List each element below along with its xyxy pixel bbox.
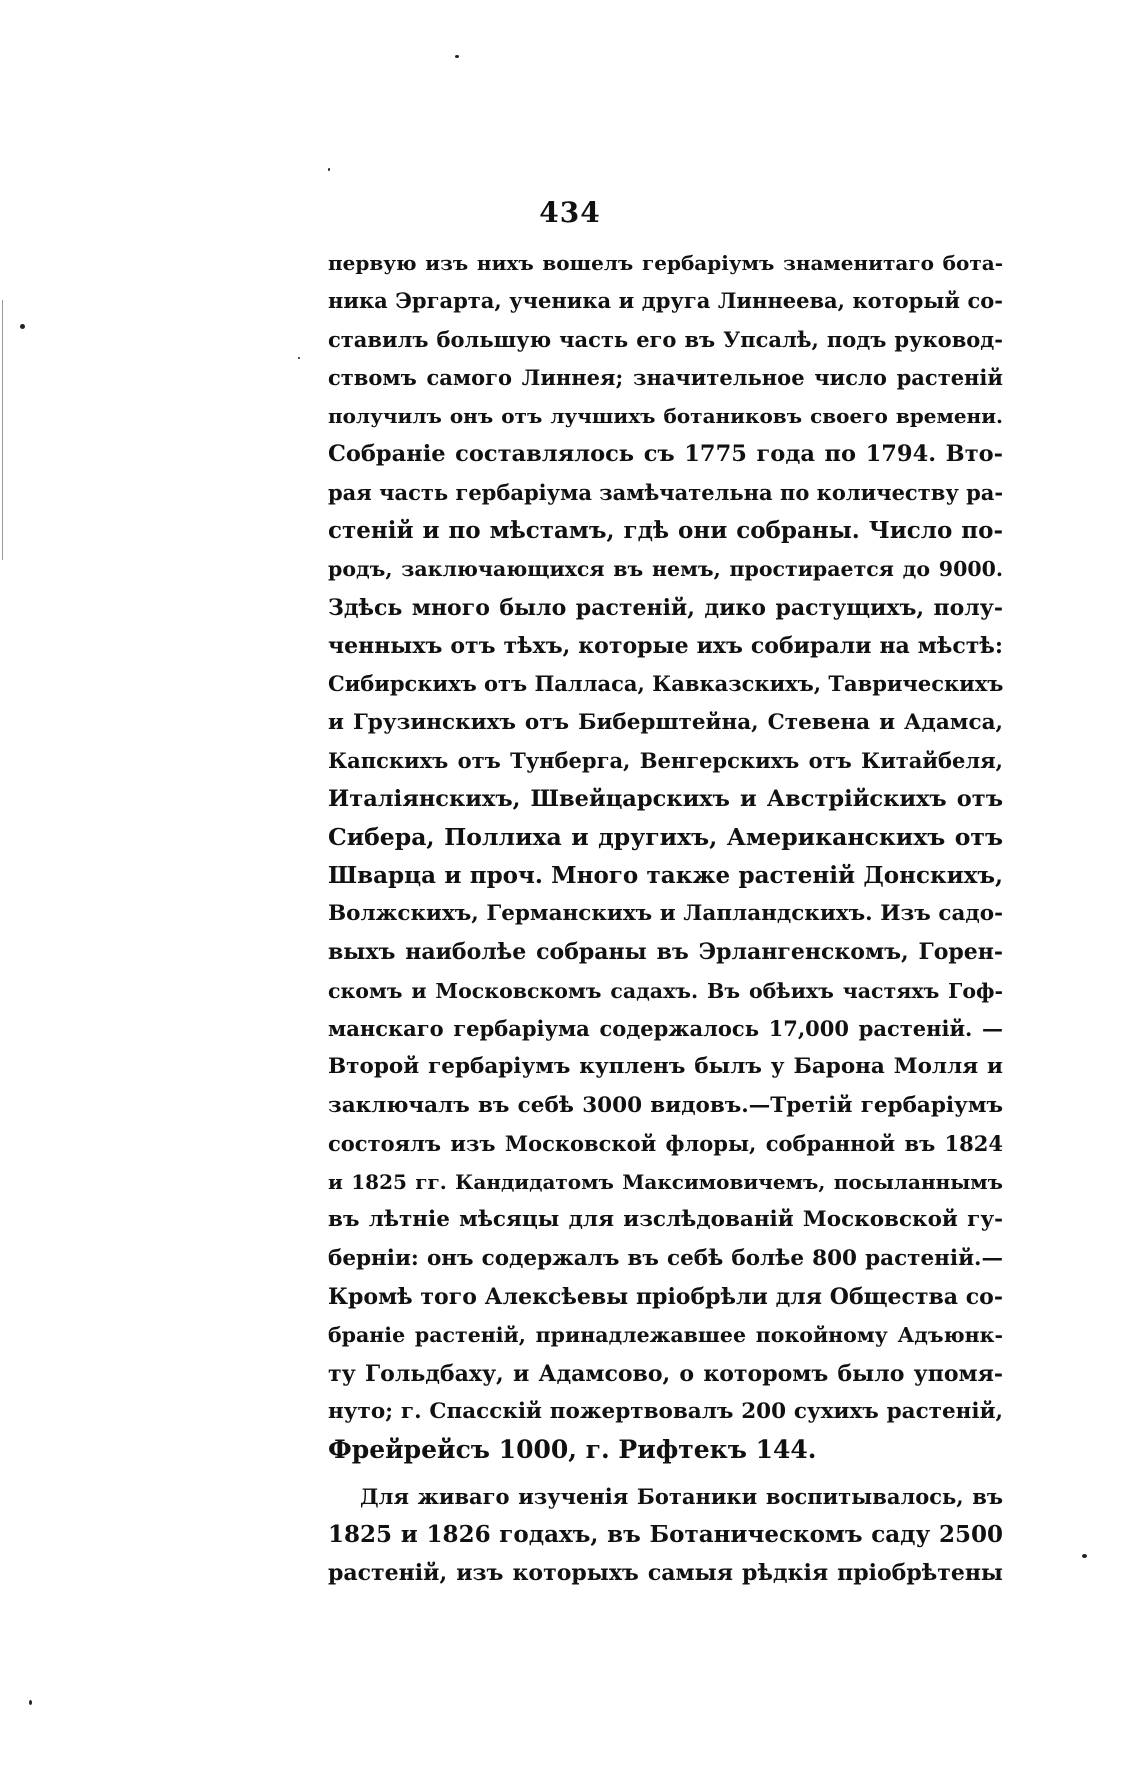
text-line: въ лѣтніе мѣсяцы для изслѣдованій Московской гу- xyxy=(328,1207,1003,1233)
text-line: ника Эргарта, ученика и друга Линнеева, который со- xyxy=(328,288,1003,314)
text-line: стеній и по мѣстамъ, гдѣ они собраны. Число по- xyxy=(328,517,1003,545)
text-line: браніе растеній, принадлежавшее покойному Адъюнк- xyxy=(328,1323,1003,1348)
text-line: Волжскихъ, Германскихъ и Лапландскихъ. Изъ садо- xyxy=(328,901,1003,927)
text-line: родъ, заключающихся въ немъ, простирается до 9000. xyxy=(328,557,1003,582)
text-line: выхъ наиболѣе собраны въ Эрлангенскомъ, Горен- xyxy=(328,939,1003,966)
paragraph-gap xyxy=(328,1470,1003,1478)
text-line: рая часть гербаріума замѣчательна по количеству ра- xyxy=(328,479,1003,505)
text-line: Здѣсь много было растеній, дико растущихъ, полу- xyxy=(328,594,1003,621)
text-line: ту Гольдбаху, и Адамсово, о которомъ было упомя- xyxy=(328,1360,1003,1387)
text-line: Сибирскихъ отъ Палласа, Кавказскихъ, Таврическихъ xyxy=(328,671,1003,697)
text-line: ставилъ большую часть его въ Упсалѣ, подъ руковод- xyxy=(328,326,1003,352)
text-line: нуто; г. Спасскій пожертвовалъ 200 сухихъ растеній, xyxy=(328,1398,1003,1424)
text-line: Шварца и проч. Много также растеній Донскихъ, xyxy=(328,861,1003,889)
paragraph-1 xyxy=(328,244,1003,1470)
text-line: растеній, изъ которыхъ самыя рѣдкія пріобрѣтены xyxy=(328,1560,1003,1587)
text-line: и Грузинскихъ отъ Биберштейна, Стевена и Адамса, xyxy=(328,709,1003,735)
text-line: скомъ и Московскомъ садахъ. Въ обѣихъ частяхъ Гоф- xyxy=(328,978,1003,1003)
text-line: Капскихъ отъ Тунберга, Венгерскихъ отъ Китайбеля, xyxy=(328,747,1003,773)
scan-speck xyxy=(29,1700,32,1705)
scan-speck xyxy=(20,324,25,329)
text-line: Сибера, Поллиха и другихъ, Американскихъ отъ xyxy=(328,823,1003,852)
text-line: ствомъ самого Линнея; значительное число растеній xyxy=(328,364,1003,390)
scan-speck xyxy=(298,357,300,359)
scan-edge-line xyxy=(2,300,3,560)
text-line: Второй гербаріумъ купленъ былъ у Барона Молля и xyxy=(328,1054,1003,1080)
body-text xyxy=(328,244,1003,1592)
text-line: Фрейрейсъ 1000, г. Рифтекъ 144. xyxy=(328,1435,817,1465)
scan-speck xyxy=(455,55,459,58)
scan-speck xyxy=(1082,1554,1087,1558)
text-line: и 1825 гг. Кандидатомъ Максимовичемъ, посыланнымъ xyxy=(328,1170,1003,1195)
text-line: берніи: онъ содержалъ въ себѣ болѣе 800 растеній.— xyxy=(328,1245,1003,1271)
text-line: 1825 и 1826 годахъ, въ Ботаническомъ саду 2500 xyxy=(328,1520,1003,1548)
text-line: первую изъ нихъ вошелъ гербаріумъ знаменитаго бота- xyxy=(328,251,1003,275)
text-line: заключалъ въ себѣ 3000 видовъ.—Третій гербаріумъ xyxy=(328,1092,1003,1118)
text-line: получилъ онъ отъ лучшихъ ботаниковъ своего времени. xyxy=(328,404,1003,429)
text-line: Собраніе составлялось съ 1775 года по 1794. Вто- xyxy=(328,441,1003,468)
text-line: манскаго гербаріума содержалось 17,000 растеній. — xyxy=(328,1015,1003,1041)
paragraph-2 xyxy=(328,1478,1003,1593)
text-line: Кромѣ того Алексѣевы пріобрѣли для Общества со- xyxy=(328,1284,1003,1311)
scan-speck xyxy=(328,168,330,171)
text-line: ченныхъ отъ тѣхъ, которые ихъ собирали на мѣстѣ: xyxy=(328,632,1003,659)
text-line: состоялъ изъ Московской флоры, собранной въ 1824 xyxy=(328,1130,1003,1156)
text-line: Италіянскихъ, Швейцарскихъ и Австрійскихъ отъ xyxy=(328,786,1003,813)
page-number: 434 xyxy=(539,196,601,229)
text-line: Для живаго изученія Ботаники воспитывалось, въ xyxy=(360,1483,1003,1509)
